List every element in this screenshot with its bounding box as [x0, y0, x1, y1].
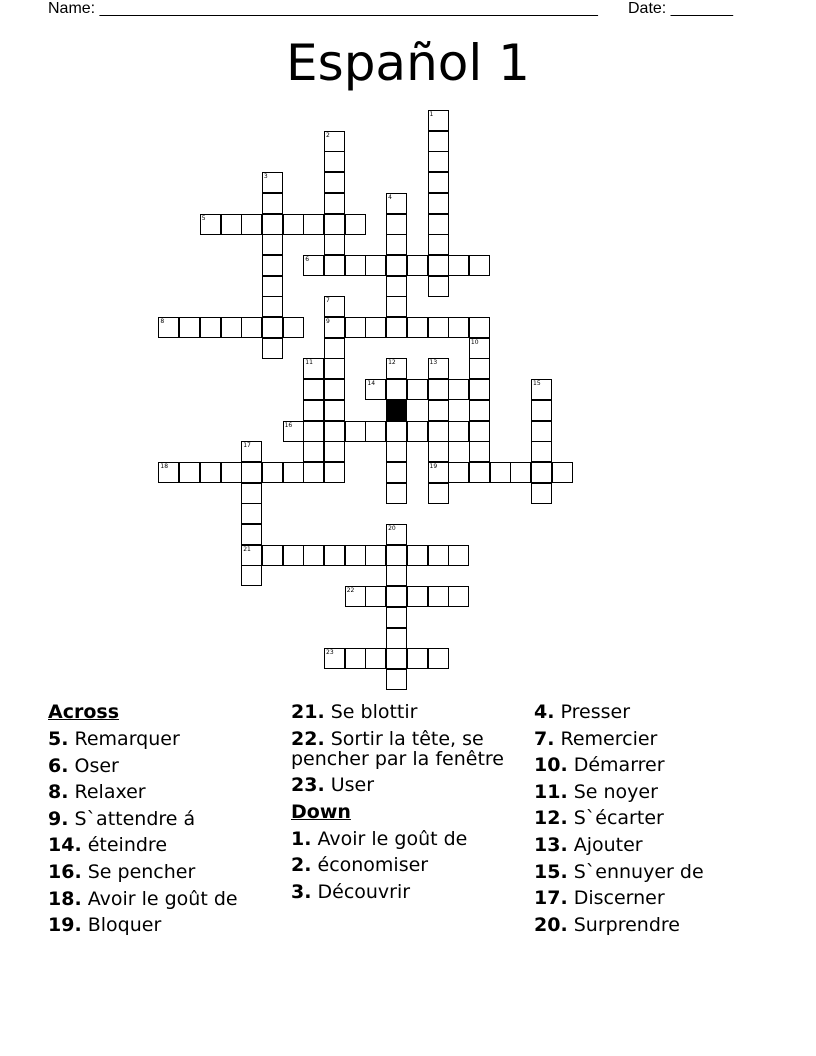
clue-item [291, 829, 516, 849]
clue-item [48, 782, 288, 802]
clue-item [534, 808, 774, 828]
grid-cell[interactable] [407, 648, 428, 669]
grid-cell[interactable] [262, 172, 283, 193]
clue-number: 1 [429, 111, 434, 118]
grid-cell[interactable] [448, 379, 469, 400]
date-field[interactable]: Date: _______ [628, 0, 733, 17]
grid-cell[interactable] [241, 565, 262, 586]
grid-cell[interactable] [262, 338, 283, 359]
grid-cell[interactable] [324, 214, 345, 235]
grid-cell[interactable] [365, 545, 386, 566]
clue-column-1 [48, 702, 288, 942]
grid-cell[interactable] [324, 193, 345, 214]
grid-cell[interactable] [345, 545, 366, 566]
grid-cell[interactable] [428, 400, 449, 421]
clue-item [534, 835, 774, 855]
grid-cell[interactable] [324, 296, 345, 317]
clue-item [48, 756, 288, 776]
grid-cell[interactable] [386, 379, 407, 400]
grid-cell[interactable] [428, 545, 449, 566]
clue-number: 14 [367, 380, 376, 388]
grid-cell[interactable] [345, 648, 366, 669]
grid-cell[interactable] [386, 462, 407, 483]
clue-item-text: S`écarter [573, 807, 664, 830]
clue-number: 18 [160, 462, 169, 470]
grid-cell[interactable] [428, 462, 449, 483]
grid-cell[interactable] [428, 214, 449, 235]
clue-item [534, 702, 774, 722]
grid-cell[interactable] [552, 462, 573, 483]
clue-item-number: 5. [48, 728, 69, 750]
grid-cell[interactable] [386, 296, 407, 317]
grid-cell[interactable] [386, 234, 407, 255]
grid-cell[interactable] [324, 234, 345, 255]
grid-cell[interactable] [345, 255, 366, 276]
clue-item-number: 13. [534, 833, 568, 856]
clue-item-text: Surprendre [573, 913, 680, 936]
grid-cell[interactable] [531, 400, 552, 421]
grid-cell[interactable] [386, 483, 407, 504]
grid-cell[interactable] [531, 379, 552, 400]
grid-cell[interactable] [179, 462, 200, 483]
grid-cell[interactable] [283, 214, 304, 235]
clue-item-number: 18. [48, 887, 82, 910]
grid-cell[interactable] [448, 421, 469, 442]
clue-item-text: Presser [560, 701, 631, 723]
grid-cell[interactable] [262, 545, 283, 566]
clue-item-number: 19. [48, 914, 82, 937]
clue-number: 6 [305, 255, 310, 263]
clue-item-text: Remercier [560, 727, 658, 750]
grid-cell[interactable] [469, 358, 490, 379]
grid-cell[interactable] [428, 193, 449, 214]
grid-cell[interactable] [448, 255, 469, 276]
clue-item [48, 835, 288, 855]
clue-item [48, 915, 288, 935]
grid-cell[interactable] [324, 338, 345, 359]
clue-item-text: User [330, 774, 375, 797]
grid-cell[interactable] [221, 214, 242, 235]
grid-cell[interactable] [407, 255, 428, 276]
grid-cell[interactable] [469, 421, 490, 442]
grid-cell[interactable] [345, 421, 366, 442]
grid-cell[interactable] [221, 462, 242, 483]
clue-column-2 [291, 702, 516, 909]
clue-item-text: Ajouter [573, 833, 643, 856]
grid-cell[interactable] [303, 462, 324, 483]
grid-cell[interactable] [324, 358, 345, 379]
black-cell [386, 400, 407, 421]
clue-item-number: 17. [534, 887, 568, 910]
clue-item-number: 1. [291, 827, 312, 850]
clue-item-text: Se blottir [330, 701, 418, 723]
clue-number: 17 [243, 442, 251, 450]
grid-cell[interactable] [428, 441, 449, 462]
grid-cell[interactable] [386, 358, 407, 379]
clue-item-text: Remarquer [74, 728, 180, 750]
grid-cell[interactable] [283, 462, 304, 483]
grid-cell[interactable] [386, 255, 407, 276]
clue-item-number: 9. [48, 807, 69, 830]
grid-cell[interactable] [365, 586, 386, 607]
grid-cell[interactable] [469, 400, 490, 421]
grid-cell[interactable] [407, 586, 428, 607]
clue-item-number: 15. [534, 860, 568, 883]
clue-item-number: 11. [534, 780, 568, 803]
grid-cell[interactable] [469, 462, 490, 483]
grid-cell[interactable] [386, 317, 407, 338]
clue-item-number: 12. [534, 807, 568, 830]
grid-cell[interactable] [241, 317, 262, 338]
grid-cell[interactable] [324, 255, 345, 276]
grid-cell[interactable] [490, 462, 511, 483]
grid-cell[interactable] [324, 545, 345, 566]
grid-cell[interactable] [428, 172, 449, 193]
clue-item [291, 775, 516, 795]
clue-item [534, 729, 774, 749]
grid-cell[interactable] [324, 462, 345, 483]
grid-cell[interactable] [469, 338, 490, 359]
grid-cell[interactable] [365, 421, 386, 442]
grid-cell[interactable] [303, 214, 324, 235]
clue-number: 12 [388, 359, 396, 367]
grid-cell[interactable] [428, 110, 449, 131]
grid-cell[interactable] [179, 317, 200, 338]
grid-cell[interactable] [241, 545, 262, 566]
page-title: Español 1 [286, 34, 530, 92]
grid-cell[interactable] [262, 276, 283, 297]
grid-cell[interactable] [262, 193, 283, 214]
grid-cell[interactable] [386, 421, 407, 442]
clue-item-number: 6. [48, 754, 69, 777]
grid-cell[interactable] [241, 462, 262, 483]
clue-item-text: S`ennuyer de [573, 860, 704, 883]
clue-item-number: 10. [534, 754, 568, 777]
grid-cell[interactable] [345, 586, 366, 607]
grid-cell[interactable] [428, 421, 449, 442]
grid-cell[interactable] [262, 296, 283, 317]
grid-cell[interactable] [428, 131, 449, 152]
grid-cell[interactable] [303, 358, 324, 379]
grid-cell[interactable] [241, 524, 262, 545]
grid-cell[interactable] [428, 379, 449, 400]
clue-item [48, 729, 288, 749]
clue-number: 3 [263, 173, 268, 181]
grid-cell[interactable] [365, 648, 386, 669]
grid-cell[interactable] [428, 317, 449, 338]
grid-cell[interactable] [386, 441, 407, 462]
grid-cell[interactable] [324, 172, 345, 193]
grid-cell[interactable] [469, 441, 490, 462]
grid-cell[interactable] [386, 669, 407, 690]
grid-cell[interactable] [386, 565, 407, 586]
grid-cell[interactable] [386, 607, 407, 628]
grid-cell[interactable] [345, 317, 366, 338]
grid-cell[interactable] [365, 379, 386, 400]
clue-item-text: Se pencher [87, 860, 196, 883]
clue-item-text: Relaxer [74, 781, 146, 804]
grid-cell[interactable] [324, 131, 345, 152]
grid-cell[interactable] [283, 545, 304, 566]
grid-cell[interactable] [386, 524, 407, 545]
grid-cell[interactable] [262, 317, 283, 338]
grid-cell[interactable] [386, 628, 407, 649]
clue-item-number: 2. [291, 854, 312, 877]
grid-cell[interactable] [241, 214, 262, 235]
grid-cell[interactable] [428, 586, 449, 607]
grid-cell[interactable] [158, 462, 179, 483]
grid-cell[interactable] [324, 317, 345, 338]
clue-number: 11 [305, 359, 313, 367]
clue-item [291, 855, 516, 875]
clue-item-text: Oser [74, 754, 119, 777]
clue-item-number: 14. [48, 834, 82, 857]
clue-number: 23 [326, 649, 334, 657]
clue-item-text: Bloquer [87, 914, 162, 937]
grid-cell[interactable] [324, 151, 345, 172]
clue-section-heading: Down [291, 800, 351, 823]
clue-item-text: Sortir la tête, se pencher par la fenêtre [291, 727, 504, 770]
grid-cell[interactable] [469, 255, 490, 276]
grid-cell[interactable] [303, 400, 324, 421]
grid-cell[interactable] [386, 586, 407, 607]
clue-number: 2 [326, 131, 330, 139]
grid-cell[interactable] [386, 276, 407, 297]
clue-item [48, 862, 288, 882]
grid-cell[interactable] [241, 483, 262, 504]
name-field[interactable]: Name: ________________________________________________________ [48, 0, 598, 17]
clue-item-text: Discerner [573, 887, 665, 910]
grid-cell[interactable] [241, 441, 262, 462]
clue-item-number: 4. [534, 701, 555, 723]
clue-item [534, 888, 774, 908]
clue-item [534, 755, 774, 775]
grid-cell[interactable] [428, 234, 449, 255]
clue-item-number: 23. [291, 774, 325, 797]
grid-cell[interactable] [386, 214, 407, 235]
clue-section-heading: Across [48, 701, 120, 723]
grid-cell[interactable] [200, 317, 221, 338]
grid-cell[interactable] [448, 462, 469, 483]
clue-item-number: 21. [291, 701, 325, 723]
grid-cell[interactable] [531, 421, 552, 442]
clue-item-number: 7. [534, 727, 555, 750]
clue-item-text: S`attendre á [74, 807, 196, 830]
grid-cell[interactable] [303, 379, 324, 400]
clue-item-text: Avoir le goût de [317, 827, 468, 850]
grid-cell[interactable] [365, 255, 386, 276]
grid-cell[interactable] [428, 358, 449, 379]
grid-cell[interactable] [324, 421, 345, 442]
grid-cell[interactable] [283, 317, 304, 338]
clue-item-number: 20. [534, 913, 568, 936]
clue-item [48, 889, 288, 909]
clue-number: 10 [470, 338, 479, 346]
grid-cell[interactable] [448, 317, 469, 338]
clue-item [291, 729, 516, 769]
grid-cell[interactable] [407, 545, 428, 566]
grid-cell[interactable] [469, 379, 490, 400]
grid-cell[interactable] [428, 276, 449, 297]
grid-cell[interactable] [448, 545, 469, 566]
clue-item [534, 862, 774, 882]
grid-cell[interactable] [324, 400, 345, 421]
grid-cell[interactable] [200, 462, 221, 483]
clue-item-text: Avoir le goût de [87, 887, 238, 910]
clue-number: 8 [160, 318, 165, 325]
grid-cell[interactable] [531, 462, 552, 483]
grid-cell[interactable] [324, 648, 345, 669]
clue-item-text: éteindre [87, 834, 168, 857]
grid-cell[interactable] [386, 545, 407, 566]
grid-cell[interactable] [510, 462, 531, 483]
clue-item-text: Démarrer [573, 754, 665, 777]
grid-cell[interactable] [262, 214, 283, 235]
clue-number: 5 [201, 214, 206, 222]
grid-cell[interactable] [303, 545, 324, 566]
grid-cell[interactable] [262, 462, 283, 483]
grid-cell[interactable] [428, 255, 449, 276]
clue-item [534, 782, 774, 802]
grid-cell[interactable] [448, 586, 469, 607]
clue-item [48, 809, 288, 829]
grid-cell[interactable] [365, 317, 386, 338]
grid-cell[interactable] [386, 648, 407, 669]
grid-cell[interactable] [386, 193, 407, 214]
grid-cell[interactable] [469, 317, 490, 338]
grid-cell[interactable] [241, 503, 262, 524]
clue-item [534, 915, 774, 935]
clue-number: 7 [326, 297, 330, 305]
grid-cell[interactable] [262, 255, 283, 276]
grid-cell[interactable] [283, 421, 304, 442]
grid-cell[interactable] [345, 214, 366, 235]
grid-cell[interactable] [531, 483, 552, 504]
clue-number: 16 [284, 421, 293, 429]
clue-number: 13 [429, 359, 438, 367]
clue-number: 15 [533, 380, 541, 388]
grid-cell[interactable] [324, 441, 345, 462]
grid-cell[interactable] [303, 421, 324, 442]
clue-number: 4 [388, 193, 392, 201]
grid-cell[interactable] [531, 441, 552, 462]
grid-cell[interactable] [221, 317, 242, 338]
clue-column-3 [534, 702, 774, 941]
grid-cell[interactable] [407, 421, 428, 442]
clue-number: 9 [326, 318, 330, 325]
clue-number: 21 [243, 545, 251, 553]
grid-cell[interactable] [200, 214, 221, 235]
clue-item-number: 22. [291, 727, 325, 750]
clue-number: 22 [346, 587, 355, 595]
clue-item-number: 16. [48, 860, 82, 883]
grid-cell[interactable] [428, 648, 449, 669]
grid-cell[interactable] [428, 151, 449, 172]
grid-cell[interactable] [407, 379, 428, 400]
grid-cell[interactable] [407, 317, 428, 338]
grid-cell[interactable] [303, 441, 324, 462]
grid-cell[interactable] [303, 255, 324, 276]
clue-item-number: 8. [48, 781, 69, 804]
clue-item-number: 3. [291, 880, 312, 903]
grid-cell[interactable] [428, 483, 449, 504]
clue-number: 19 [429, 462, 438, 470]
grid-cell[interactable] [158, 317, 179, 338]
grid-cell[interactable] [324, 379, 345, 400]
clue-item [291, 702, 516, 722]
clue-number: 20 [388, 525, 396, 532]
clue-item-text: Se noyer [573, 780, 658, 803]
clue-item-text: Découvrir [317, 880, 411, 903]
clue-item-text: économiser [317, 854, 429, 877]
grid-cell[interactable] [262, 234, 283, 255]
clue-item [291, 882, 516, 902]
